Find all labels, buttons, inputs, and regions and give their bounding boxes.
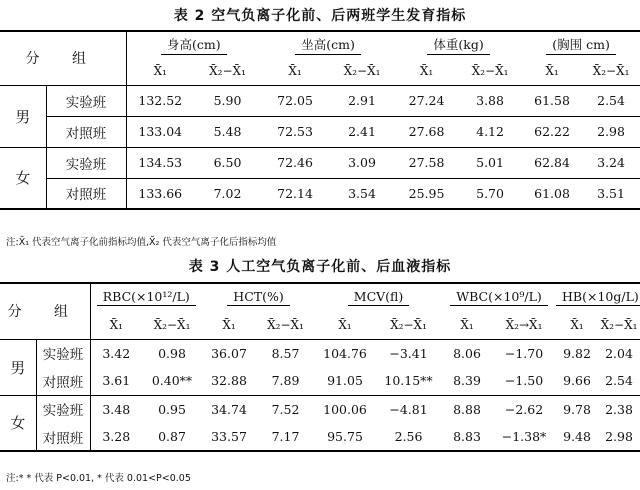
table-row — [0, 85, 640, 116]
table3-subheader: X̄₁ — [556, 311, 598, 339]
table3-cell: 0.95 — [158, 401, 186, 417]
table3-cell: −4.81 — [389, 401, 428, 417]
table3-cell: 2.38 — [605, 401, 633, 417]
table-row — [0, 339, 640, 367]
table2-cell: 3.51 — [582, 178, 640, 209]
table2-cell: 27.68 — [395, 116, 458, 147]
table3-cell: 9.78 — [563, 401, 591, 417]
table3-cell: −1.50 — [492, 367, 556, 395]
table3-cell: 100.06 — [323, 401, 367, 417]
table3-class: 对照班 — [36, 423, 90, 451]
table2-cell: 5.90 — [194, 85, 261, 116]
table3-subheader: X̄₂−X̄₁ — [256, 311, 315, 339]
table3-cell: 0.98 — [158, 345, 186, 361]
table2-cell: 133.04 — [126, 116, 194, 147]
table3-cell: 8.39 — [442, 367, 492, 395]
table2-class: 对照班 — [46, 116, 126, 147]
table3-metric-hct: HCT(%) — [202, 283, 315, 311]
table2-metric-chest: (胸围 cm) — [522, 31, 640, 57]
table3-subheader: X̄₁ — [315, 311, 375, 339]
table3-cell: −1.70 — [504, 345, 544, 361]
table3-cell: 7.52 — [271, 401, 300, 417]
table2-class: 实验班 — [46, 147, 126, 178]
table2-metric-sitting-height: 坐高(cm) — [261, 31, 395, 57]
table2-subheader: X̄₁ — [126, 57, 194, 85]
table3-cell: 32.88 — [202, 367, 256, 395]
table2-cell: 3.24 — [582, 147, 640, 178]
table3-cell: 2.56 — [375, 423, 442, 451]
table-row — [0, 367, 640, 395]
table2-subheader: X̄₂−X̄₁ — [194, 57, 261, 85]
table2-cell: 3.54 — [329, 178, 395, 209]
table3-subheader: X̄₂−X̄₁ — [598, 311, 640, 339]
table2-subheader: X̄₁ — [395, 57, 458, 85]
table2-cell: 27.58 — [395, 147, 458, 178]
table3-metric-wbc: WBC(×10⁹/L) — [442, 283, 556, 311]
table2-cell: 5.70 — [458, 178, 522, 209]
table3-cell: 3.48 — [90, 395, 142, 423]
table3-cell: 3.28 — [90, 423, 142, 451]
table2-subheader: X̄₁ — [261, 57, 329, 85]
table3-cell: 95.75 — [315, 423, 375, 451]
table3-cell: 36.07 — [211, 345, 247, 361]
table2-cell: 62.22 — [522, 116, 582, 147]
table3-subheader: X̄₁ — [90, 311, 142, 339]
table3-cell: 34.74 — [211, 401, 247, 417]
table2-cell: 2.54 — [582, 85, 640, 116]
table2-note: 注:X̄₁ 代表空气离子化前指标均值,X̄₂ 代表空气离子化后指标均值 — [6, 237, 277, 248]
table2-cell: 5.01 — [458, 147, 522, 178]
table2-subheader: X̄₁ — [522, 57, 582, 85]
table2-cell: 2.98 — [582, 116, 640, 147]
table2-cell: 3.88 — [458, 85, 522, 116]
table3-cell: 7.17 — [256, 423, 315, 451]
table3-cell: 8.06 — [453, 345, 481, 361]
table2-caption: 表 2 空气负离子化前、后两班学生发育指标 — [173, 8, 467, 24]
table2-subheader: X̄₂−X̄₁ — [458, 57, 522, 85]
table2-cell: 3.09 — [329, 147, 395, 178]
table3-subheader: X̄₂−X̄₁ — [142, 311, 202, 339]
table3-cell: 2.54 — [598, 367, 640, 395]
table3-cell: 7.89 — [256, 367, 315, 395]
table3-cell: 8.83 — [442, 423, 492, 451]
table3-subheader: X̄₂→X̄₁ — [492, 311, 556, 339]
table2-class: 对照班 — [46, 178, 126, 209]
table3-cell: 2.04 — [605, 345, 633, 361]
table2-cell: 134.53 — [126, 147, 194, 178]
table3-cell: 2.98 — [598, 423, 640, 451]
table3-cell: 91.05 — [315, 367, 375, 395]
table2-cell: 5.48 — [194, 116, 261, 147]
table3-cell: 3.61 — [90, 367, 142, 395]
table3-note: 注:* * 代表 P<0.01, * 代表 0.01<P<0.05 — [6, 473, 191, 484]
table2-cell: 72.05 — [261, 85, 329, 116]
table3-cell: 8.57 — [271, 345, 300, 361]
table-row — [0, 116, 640, 147]
table-row — [0, 147, 640, 178]
table2-cell: 72.53 — [261, 116, 329, 147]
table2-cell: 6.50 — [194, 147, 261, 178]
table-row — [0, 423, 640, 451]
table3-cell: 0.40** — [142, 367, 202, 395]
table3-cell: 0.87 — [142, 423, 202, 451]
table-row — [0, 395, 640, 423]
table2-metric-height: 身高(cm) — [126, 31, 261, 57]
table3 — [0, 282, 640, 452]
table3-subheader: X̄₂−X̄₁ — [375, 311, 442, 339]
table3-metric-rbc: RBC(×10¹²/L) — [90, 283, 202, 311]
table2-cell: 7.02 — [194, 178, 261, 209]
table3-cell: 9.48 — [556, 423, 598, 451]
table2-cell: 72.14 — [261, 178, 329, 209]
table2-cell: 2.41 — [329, 116, 395, 147]
table3-metric-mcv: MCV(fl) — [315, 283, 442, 311]
table2-sex-male: 男 — [0, 85, 46, 147]
table3-group-header: 分 组 — [7, 304, 82, 321]
table3-sex-female: 女 — [0, 395, 36, 451]
table2-cell: 61.58 — [522, 85, 582, 116]
table3-cell: 3.42 — [90, 339, 142, 367]
table2-cell: 2.91 — [329, 85, 395, 116]
table2-cell: 4.12 — [458, 116, 522, 147]
table2-cell: 61.08 — [522, 178, 582, 209]
table2-cell: 27.24 — [395, 85, 458, 116]
table2-cell: 62.84 — [522, 147, 582, 178]
table3-cell: 10.15** — [375, 367, 442, 395]
table2-subheader: X̄₂−X̄₁ — [582, 57, 640, 85]
table2-class: 实验班 — [46, 85, 126, 116]
table3-subheader: X̄₁ — [442, 311, 492, 339]
table2-sex-female: 女 — [0, 147, 46, 209]
table3-cell: 104.76 — [323, 345, 367, 361]
table2-cell: 25.95 — [395, 178, 458, 209]
table3-sex-male: 男 — [0, 339, 36, 395]
table3-cell: 9.82 — [563, 345, 591, 361]
table3-cell: 9.66 — [556, 367, 598, 395]
table3-subheader: X̄₁ — [202, 311, 256, 339]
table3-metric-hb: HB(×10g/L) — [556, 283, 640, 311]
table2 — [0, 30, 640, 210]
table3-cell: −3.41 — [389, 345, 428, 361]
table3-cell: 33.57 — [202, 423, 256, 451]
table2-metric-weight: 体重(kg) — [395, 31, 522, 57]
table3-cell: −1.38* — [492, 423, 556, 451]
table3-cell: 8.88 — [453, 401, 481, 417]
table2-subheader: X̄₂−X̄₁ — [329, 57, 395, 85]
table3-class: 实验班 — [36, 395, 90, 423]
table2-cell: 133.66 — [126, 178, 194, 209]
table2-cell: 72.46 — [261, 147, 329, 178]
table3-caption: 表 3 人工空气负离子化前、后血液指标 — [188, 259, 452, 275]
table3-class: 对照班 — [36, 367, 90, 395]
table2-cell: 132.52 — [126, 85, 194, 116]
table3-class: 实验班 — [36, 339, 90, 367]
table-row — [0, 178, 640, 209]
table2-group-header: 分 组 — [25, 51, 100, 68]
table3-cell: −2.62 — [504, 401, 544, 417]
